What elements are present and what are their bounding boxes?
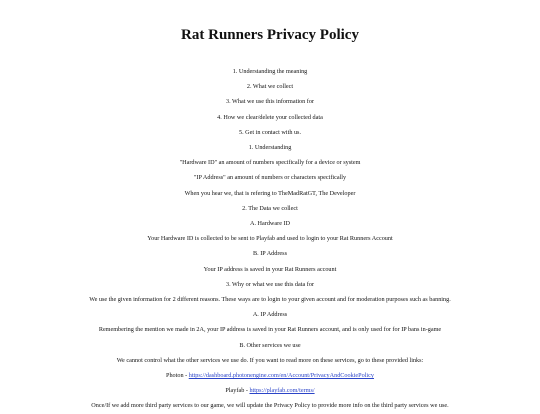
page-title: Rat Runners Privacy Policy [181,27,359,43]
toc-item: 3. What we use this information for [225,98,315,106]
definition-line: When you hear we, that is refering to TheMadRatGT, The Developer [184,189,356,197]
subsection-heading: A. Hardware ID [249,220,291,228]
section-heading: 3. Why or what we use this data for [225,280,315,288]
paragraph: Your IP address is saved in your Rat Runners account [203,265,337,273]
definition-line: "Hardware ID" an amount of numbers specifically for a device or system [179,159,361,167]
subsection-heading: B. Other services we use [239,341,301,349]
paragraph: Remembering the mention we made in 2A, your IP address is saved in your Rat Runners account, and is only used for for IP bans in-game [98,326,442,334]
toc-item: 4. How we clear/delete your collected data [217,113,323,121]
link-line-playfab [0,383,540,398]
subsection-heading: B. IP Address [253,250,287,258]
section-heading: 1. Understanding [248,144,292,152]
link-label: Photon - [166,372,189,380]
toc-item: 5. Get in contact with us. [238,128,302,136]
paragraph: We use the given information for 2 different reasons. These ways are to login to your given account and for moderation purposes such as banning. [89,296,451,304]
paragraph: We cannot control what the other services we use do. If you want to read more on these services, go to these provided links: [116,356,424,364]
section-heading: 2. The Data we collect [242,204,298,212]
link-label: Playfab - [225,387,250,395]
paragraph: Once/If we add more third party services to our game, we will update the Privacy Policy to provide more info on the third party services we use. [91,402,449,410]
subsection-heading: A. IP Address [252,311,288,319]
playfab-terms-link[interactable]: https://playfab.com/terms/ [249,387,315,395]
link-line-photon [0,368,540,383]
policy-body [0,64,540,414]
definition-line: "IP Address" an amount of numbers or characters specifically [193,174,347,182]
paragraph: Your Hardware ID is collected to be sent to Playfab and used to login to your Rat Runners Account [147,235,393,243]
toc-item: 2. What we collect [246,83,294,91]
photon-privacy-link[interactable]: https://dashboard.photonengine.com/en/Account/PrivacyAndCookiePolicy [188,372,374,380]
toc-item: 1. Understanding the meaning [232,68,308,75]
